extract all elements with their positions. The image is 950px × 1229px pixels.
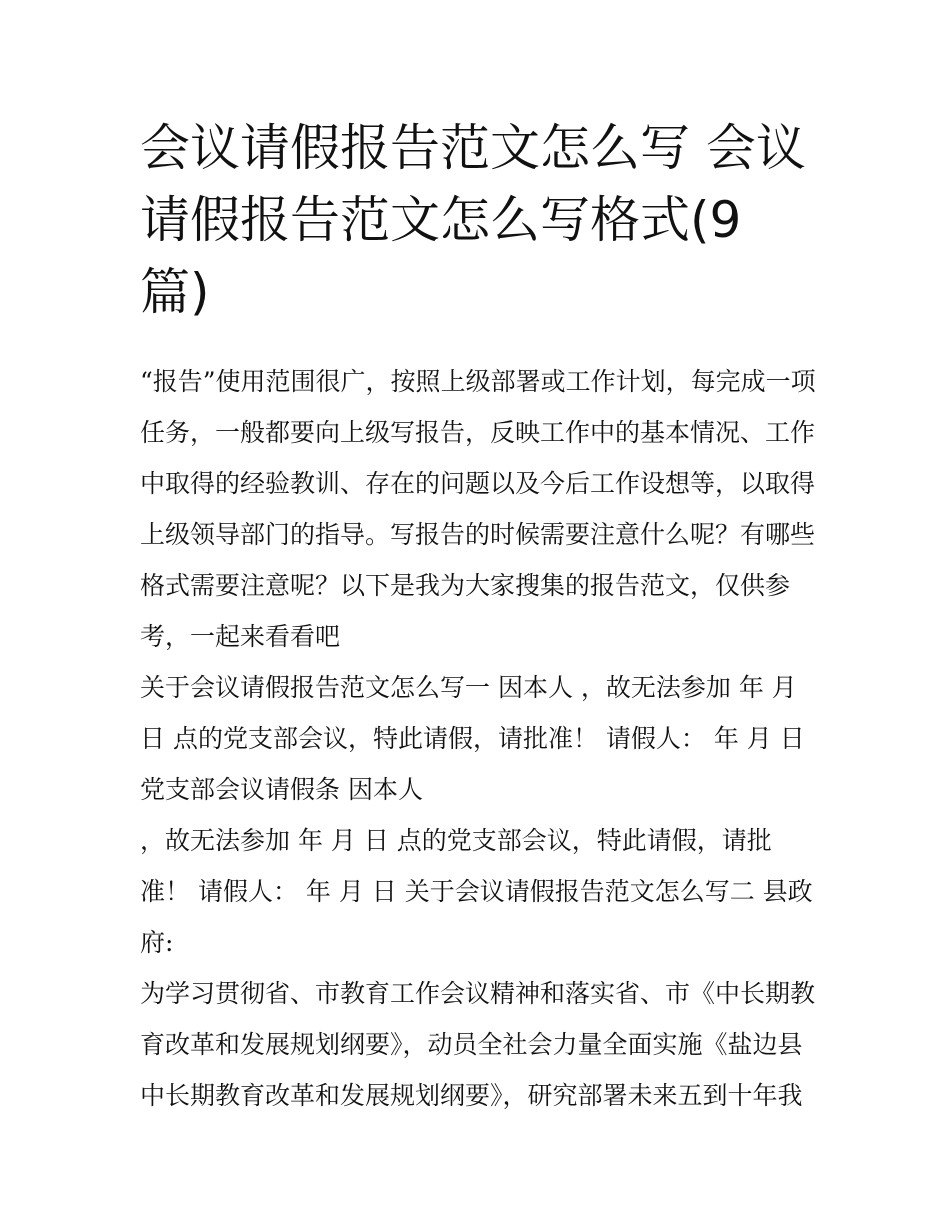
body-line: 党支部会议请假条 因本人 bbox=[140, 775, 423, 804]
body-line: 中长期教育改革和发展规划纲要》，研究部署未来五到十年我 bbox=[140, 1081, 803, 1110]
document-title bbox=[140, 112, 820, 328]
body-line: “报告”使用范围很广，按照上级部署或工作计划，每完成一项 bbox=[140, 367, 816, 396]
body-line: 上级领导部门的指导。写报告的时候需要注意什么呢？有哪些 bbox=[140, 520, 816, 549]
body-line: 关于会议请假报告范文怎么写一 因本人 ，故无法参加 年 月 bbox=[140, 673, 797, 702]
title-line: 请假报告范文怎么写格式(9 bbox=[140, 191, 742, 249]
body-line: 日 点的党支部会议，特此请假，请批准！ 请假人： 年 月 日 bbox=[140, 724, 805, 753]
body-line: 考，一起来看看吧 bbox=[140, 622, 341, 651]
body-line: 育改革和发展规划纲要》，动员全社会力量全面实施《盐边县 bbox=[140, 1030, 803, 1059]
body-line: 府: bbox=[140, 928, 174, 957]
document-body bbox=[140, 356, 830, 1121]
title-line: 会议请假报告范文怎么写 会议 bbox=[140, 119, 806, 177]
body-line: 格式需要注意呢？以下是我为大家搜集的报告范文，仅供参 bbox=[140, 571, 791, 600]
body-line: 中取得的经验教训、存在的问题以及今后工作设想等，以取得 bbox=[140, 469, 816, 498]
body-line: 为学习贯彻省、市教育工作会议精神和落实省、市《中长期教 bbox=[140, 979, 816, 1008]
body-line: ，故无法参加 年 月 日 点的党支部会议，特此请假，请批 bbox=[140, 826, 772, 855]
title-line: 篇) bbox=[140, 263, 210, 321]
body-line: 任务，一般都要向上级写报告，反映工作中的基本情况、工作 bbox=[140, 418, 816, 447]
body-line: 准！ 请假人： 年 月 日 关于会议请假报告范文怎么写二 县政 bbox=[140, 877, 813, 906]
